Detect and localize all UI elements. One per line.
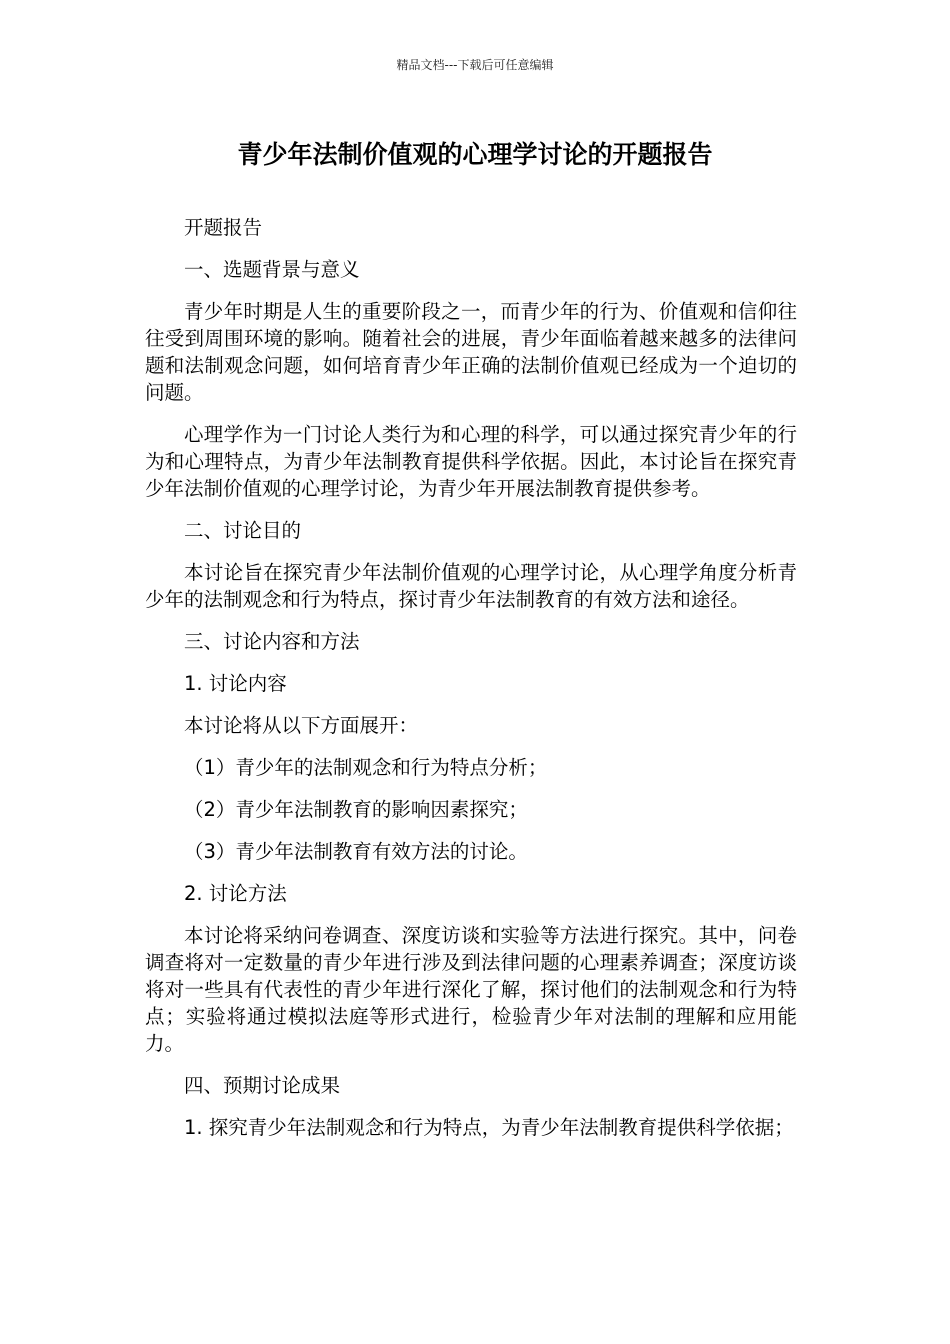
paragraph: 本讨论将采纳问卷调查、深度访谈和实验等方法进行探究。其中，问卷调查将对一定数量的青少年进行涉及到法律问题的心理素养调查；深度访谈将对一些具有代表性的青少年进行深化了解，探讨他们的法制观念和行为特点；实验将通过模拟法庭等形式进行，检验青少年对法制的理解和应用能力。 (145, 924, 797, 1055)
list-item: （2）青少年法制教育的影响因素探究； (184, 798, 528, 821)
document-title: 青少年法制价值观的心理学讨论的开题报告 (237, 140, 713, 169)
document-body (145, 214, 797, 1156)
section-heading-purpose: 二、讨论目的 (184, 519, 302, 542)
paragraph: 本讨论旨在探究青少年法制价值观的心理学讨论，从心理学角度分析青少年的法制观念和行为特点，探讨青少年法制教育的有效方法和途径。 (145, 561, 797, 611)
paragraph: 1. 探究青少年法制观念和行为特点，为青少年法制教育提供科学依据； (184, 1116, 794, 1139)
list-item: （1）青少年的法制观念和行为特点分析； (184, 756, 548, 779)
subheading-methods: 2. 讨论方法 (184, 882, 287, 905)
subheading-content: 1. 讨论内容 (184, 672, 287, 695)
section-heading-content-methods: 三、讨论内容和方法 (184, 630, 360, 653)
section-heading-background: 一、选题背景与意义 (184, 258, 360, 281)
paragraph: 青少年时期是人生的重要阶段之一，而青少年的行为、价值观和信仰往往受到周围环境的影响。随着社会的进展，青少年面临着越来越多的法律问题和法制观念问题，如何培育青少年正确的法制价值观已经成为一个迫切的问题。 (145, 300, 797, 404)
paragraph: 本讨论将从以下方面展开： (184, 714, 419, 737)
paragraph: 心理学作为一门讨论人类行为和心理的科学，可以通过探究青少年的行为和心理特点，为青少年法制教育提供科学依据。因此，本讨论旨在探究青少年法制价值观的心理学讨论，为青少年开展法制教育提供参考。 (145, 423, 797, 500)
section-heading-expected-results: 四、预期讨论成果 (184, 1074, 341, 1097)
paragraph-report-label: 开题报告 (184, 216, 263, 239)
header-note: 精品文档---下载后可任意编辑 (396, 58, 554, 72)
list-item: （3）青少年法制教育有效方法的讨论。 (184, 840, 528, 863)
